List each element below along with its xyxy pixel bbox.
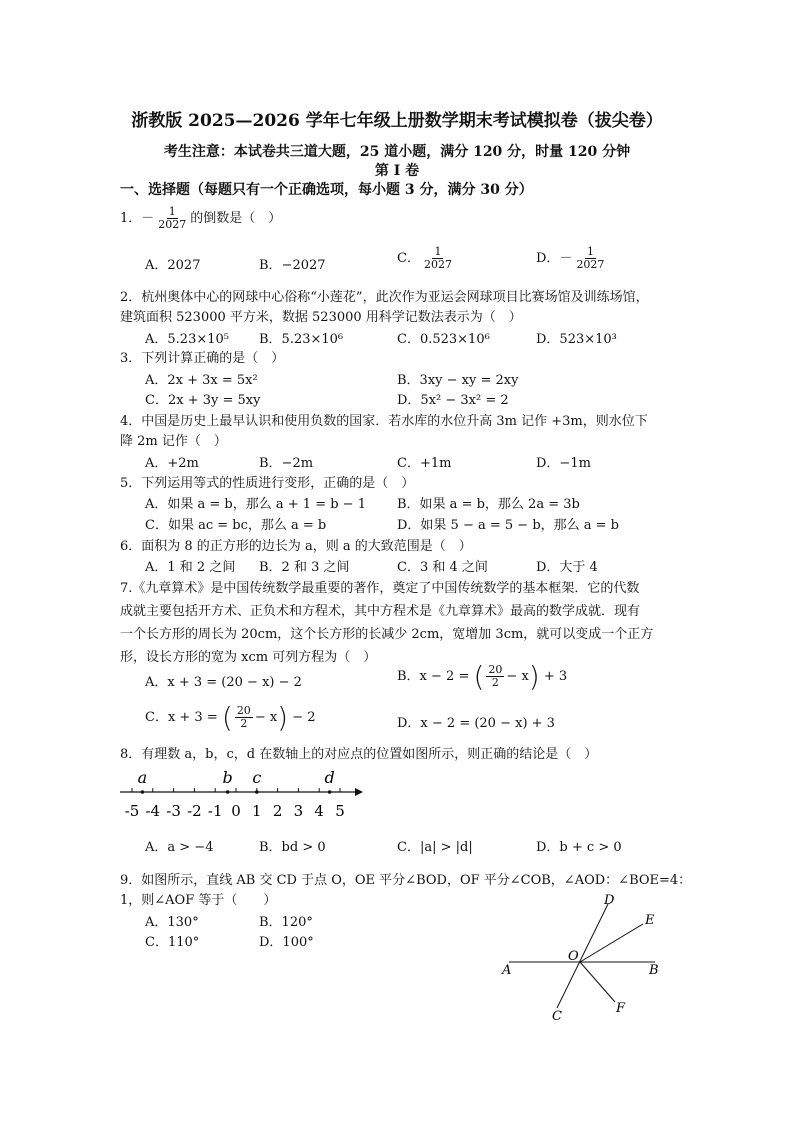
question-3-option-c[interactable]: C．2x + 3y = 5xy (145, 393, 261, 408)
question-8-option-a[interactable]: A．a > −4 (145, 840, 214, 855)
tick-label: 5 (335, 802, 345, 820)
question-7-option-c[interactable]: C．x + 3 = ( $\frac{20}{2}$ − x) − 2 (145, 701, 316, 734)
tick-label: 2 (272, 802, 283, 820)
question-1-option-d[interactable]: D．－ $\frac{1}{2027}$ (536, 245, 605, 272)
tick-label: 3 (293, 802, 304, 820)
ray-oe (580, 924, 643, 962)
tick-label: -5 (124, 802, 140, 820)
question-4-option-d[interactable]: D．−1m (536, 456, 591, 471)
question-5-option-a[interactable]: A．如果 a = b，那么 a + 1 = b − 1 (145, 497, 366, 512)
question-1-option-c[interactable]: C． $\frac{1}{2027}$ (397, 245, 452, 272)
question-2-stem-line1: 2．杭州奥体中心的网球中心俗称“小莲花”，此次作为亚运会网球项目比赛场馆及训练场馆， (120, 290, 649, 305)
question-2-option-b[interactable]: B．5.23×10⁶ (259, 332, 344, 347)
question-8-option-d[interactable]: D．b + c > 0 (536, 840, 622, 855)
tick-label: 0 (231, 802, 241, 820)
question-4-stem-line1: 4．中国是历史上最早认识和使用负数的国家．若水库的水位升高 3m 记作 +3m，则水位下 (120, 414, 648, 429)
question-8-stem: 8．有理数 a，b，c，d 在数轴上的对应点的位置如图所示，则正确的结论是（ ） (120, 747, 598, 762)
tick-label: 4 (314, 802, 324, 820)
label-c: C (552, 1009, 562, 1024)
point-label-b: b (222, 768, 233, 787)
question-2-option-d[interactable]: D．523×10³ (536, 332, 617, 347)
question-5-option-c[interactable]: C．如果 ac = bc，那么 a = b (145, 518, 327, 533)
question-8-option-c[interactable]: C．|a| > |d| (397, 840, 473, 855)
question-5-option-d[interactable]: D．如果 5 − a = 5 − b，那么 a = b (397, 518, 620, 533)
question-1-option-b[interactable]: B．−2027 (259, 258, 326, 273)
question-3-stem: 3．下列计算正确的是（ ） (120, 351, 285, 366)
label-d: D (604, 893, 615, 908)
label-e: E (645, 913, 655, 928)
question-3-option-d[interactable]: D．5x² − 3x² = 2 (397, 393, 509, 408)
question-7-option-d[interactable]: D．x − 2 = (20 − x) + 3 (397, 716, 555, 731)
question-1-stem: 1．－ $\frac{1}{2027}$ 的倒数是（ ） (120, 205, 282, 232)
point-d (328, 790, 332, 794)
question-7-option-b[interactable]: B．x − 2 = ( $\frac{20}{2}$ − x) + 3 (397, 660, 568, 693)
question-8-option-b[interactable]: B．bd > 0 (259, 840, 326, 855)
question-9-option-a[interactable]: A．130° (145, 915, 199, 930)
question-9-stem-line1: 9．如图所示，直线 AB 交 CD 于点 O，OE 平分∠BOD，OF 平分∠COB，∠AOD：∠BOE=4： (120, 873, 692, 888)
question-7-stem-line3: 一个长方形的周长为 20cm，这个长方形的长减少 2cm，宽增加 3cm，就可以变成一个正方 (120, 627, 654, 642)
question-9-option-d[interactable]: D．100° (259, 935, 314, 950)
question-3-option-a[interactable]: A．2x + 3x = 5x² (145, 373, 258, 388)
question-3-option-b[interactable]: B．3xy − xy = 2xy (397, 373, 519, 388)
point-a (141, 790, 145, 794)
question-6-option-a[interactable]: A．1 和 2 之间 (145, 560, 236, 575)
question-9-stem-line2: 1，则∠AOF 等于（ ） (120, 893, 277, 908)
exam-title: 浙教版 2025—2026 学年七年级上册数学期末考试模拟卷（拔尖卷） (131, 111, 663, 131)
ray-of (580, 962, 615, 1002)
question-7-stem-line2: 成就主要包括开方术、正负术和方程术，其中方程术是《九章算术》最高的数学成就．现有 (120, 604, 641, 619)
question-6-stem: 6．面积为 8 的正方形的边长为 a，则 a 的大致范围是（ ） (120, 539, 472, 554)
tick-label: -3 (166, 802, 181, 820)
question-6-option-c[interactable]: C．3 和 4 之间 (397, 560, 488, 575)
tick-label: -2 (187, 802, 202, 820)
angle-figure (495, 890, 670, 1030)
tick-label: -4 (145, 802, 161, 820)
question-4-option-b[interactable]: B．−2m (259, 456, 314, 471)
point-label-c: c (252, 768, 262, 787)
point-c (255, 790, 259, 794)
question-9-option-c[interactable]: C．110° (145, 935, 200, 950)
section-heading: 一、选择题（每题只有一个正确选项，每小题 3 分，满分 30 分） (120, 182, 533, 198)
question-5-option-b[interactable]: B．如果 a = b，那么 2a = 3b (397, 497, 580, 512)
label-f: F (616, 1001, 626, 1016)
question-6-option-b[interactable]: B．2 和 3 之间 (259, 560, 350, 575)
volume-heading: 第 I 卷 (374, 163, 420, 179)
point-label-d: d (324, 768, 335, 787)
point-b (226, 790, 230, 794)
arrow-head-icon (355, 788, 363, 796)
tick-label: 1 (252, 802, 262, 820)
exam-notice: 考生注意：本试卷共三道大题，25 道小题，满分 120 分，时量 120 分钟 (163, 144, 631, 160)
question-4-stem-line2: 降 2m 记作（ ） (120, 434, 227, 449)
line-cd (557, 904, 608, 1008)
label-a: A (502, 963, 512, 978)
point-label-a: a (137, 768, 148, 787)
question-4-option-a[interactable]: A．+2m (145, 456, 199, 471)
question-4-option-c[interactable]: C．+1m (397, 456, 452, 471)
number-line-figure (115, 764, 365, 824)
question-7-stem-line1: 7.《九章算术》是中国传统数学最重要的著作，奠定了中国传统数学的基本框架．它的代数 (120, 581, 640, 596)
question-2-stem-line2: 建筑面积 523000 平方米，数据 523000 用科学记数法表示为（ ） (120, 310, 522, 325)
fraction: $\frac{1}{2027}$ (158, 205, 187, 232)
question-9-option-b[interactable]: B．120° (259, 915, 313, 930)
label-o: O (568, 949, 579, 964)
question-7-stem-line4: 形，设长方形的宽为 xcm 可列方程为（ ） (120, 650, 377, 665)
question-5-stem: 5．下列运用等式的性质进行变形，正确的是（ ） (120, 476, 415, 491)
question-2-option-c[interactable]: C．0.523×10⁶ (397, 332, 490, 347)
question-1-option-a[interactable]: A．2027 (145, 258, 201, 273)
question-7-option-a[interactable]: A．x + 3 = (20 − x) − 2 (145, 675, 302, 690)
question-6-option-d[interactable]: D．大于 4 (536, 560, 598, 575)
question-2-option-a[interactable]: A．5.23×10⁵ (145, 332, 229, 347)
tick-label: -1 (207, 802, 223, 820)
label-b: B (649, 963, 659, 978)
